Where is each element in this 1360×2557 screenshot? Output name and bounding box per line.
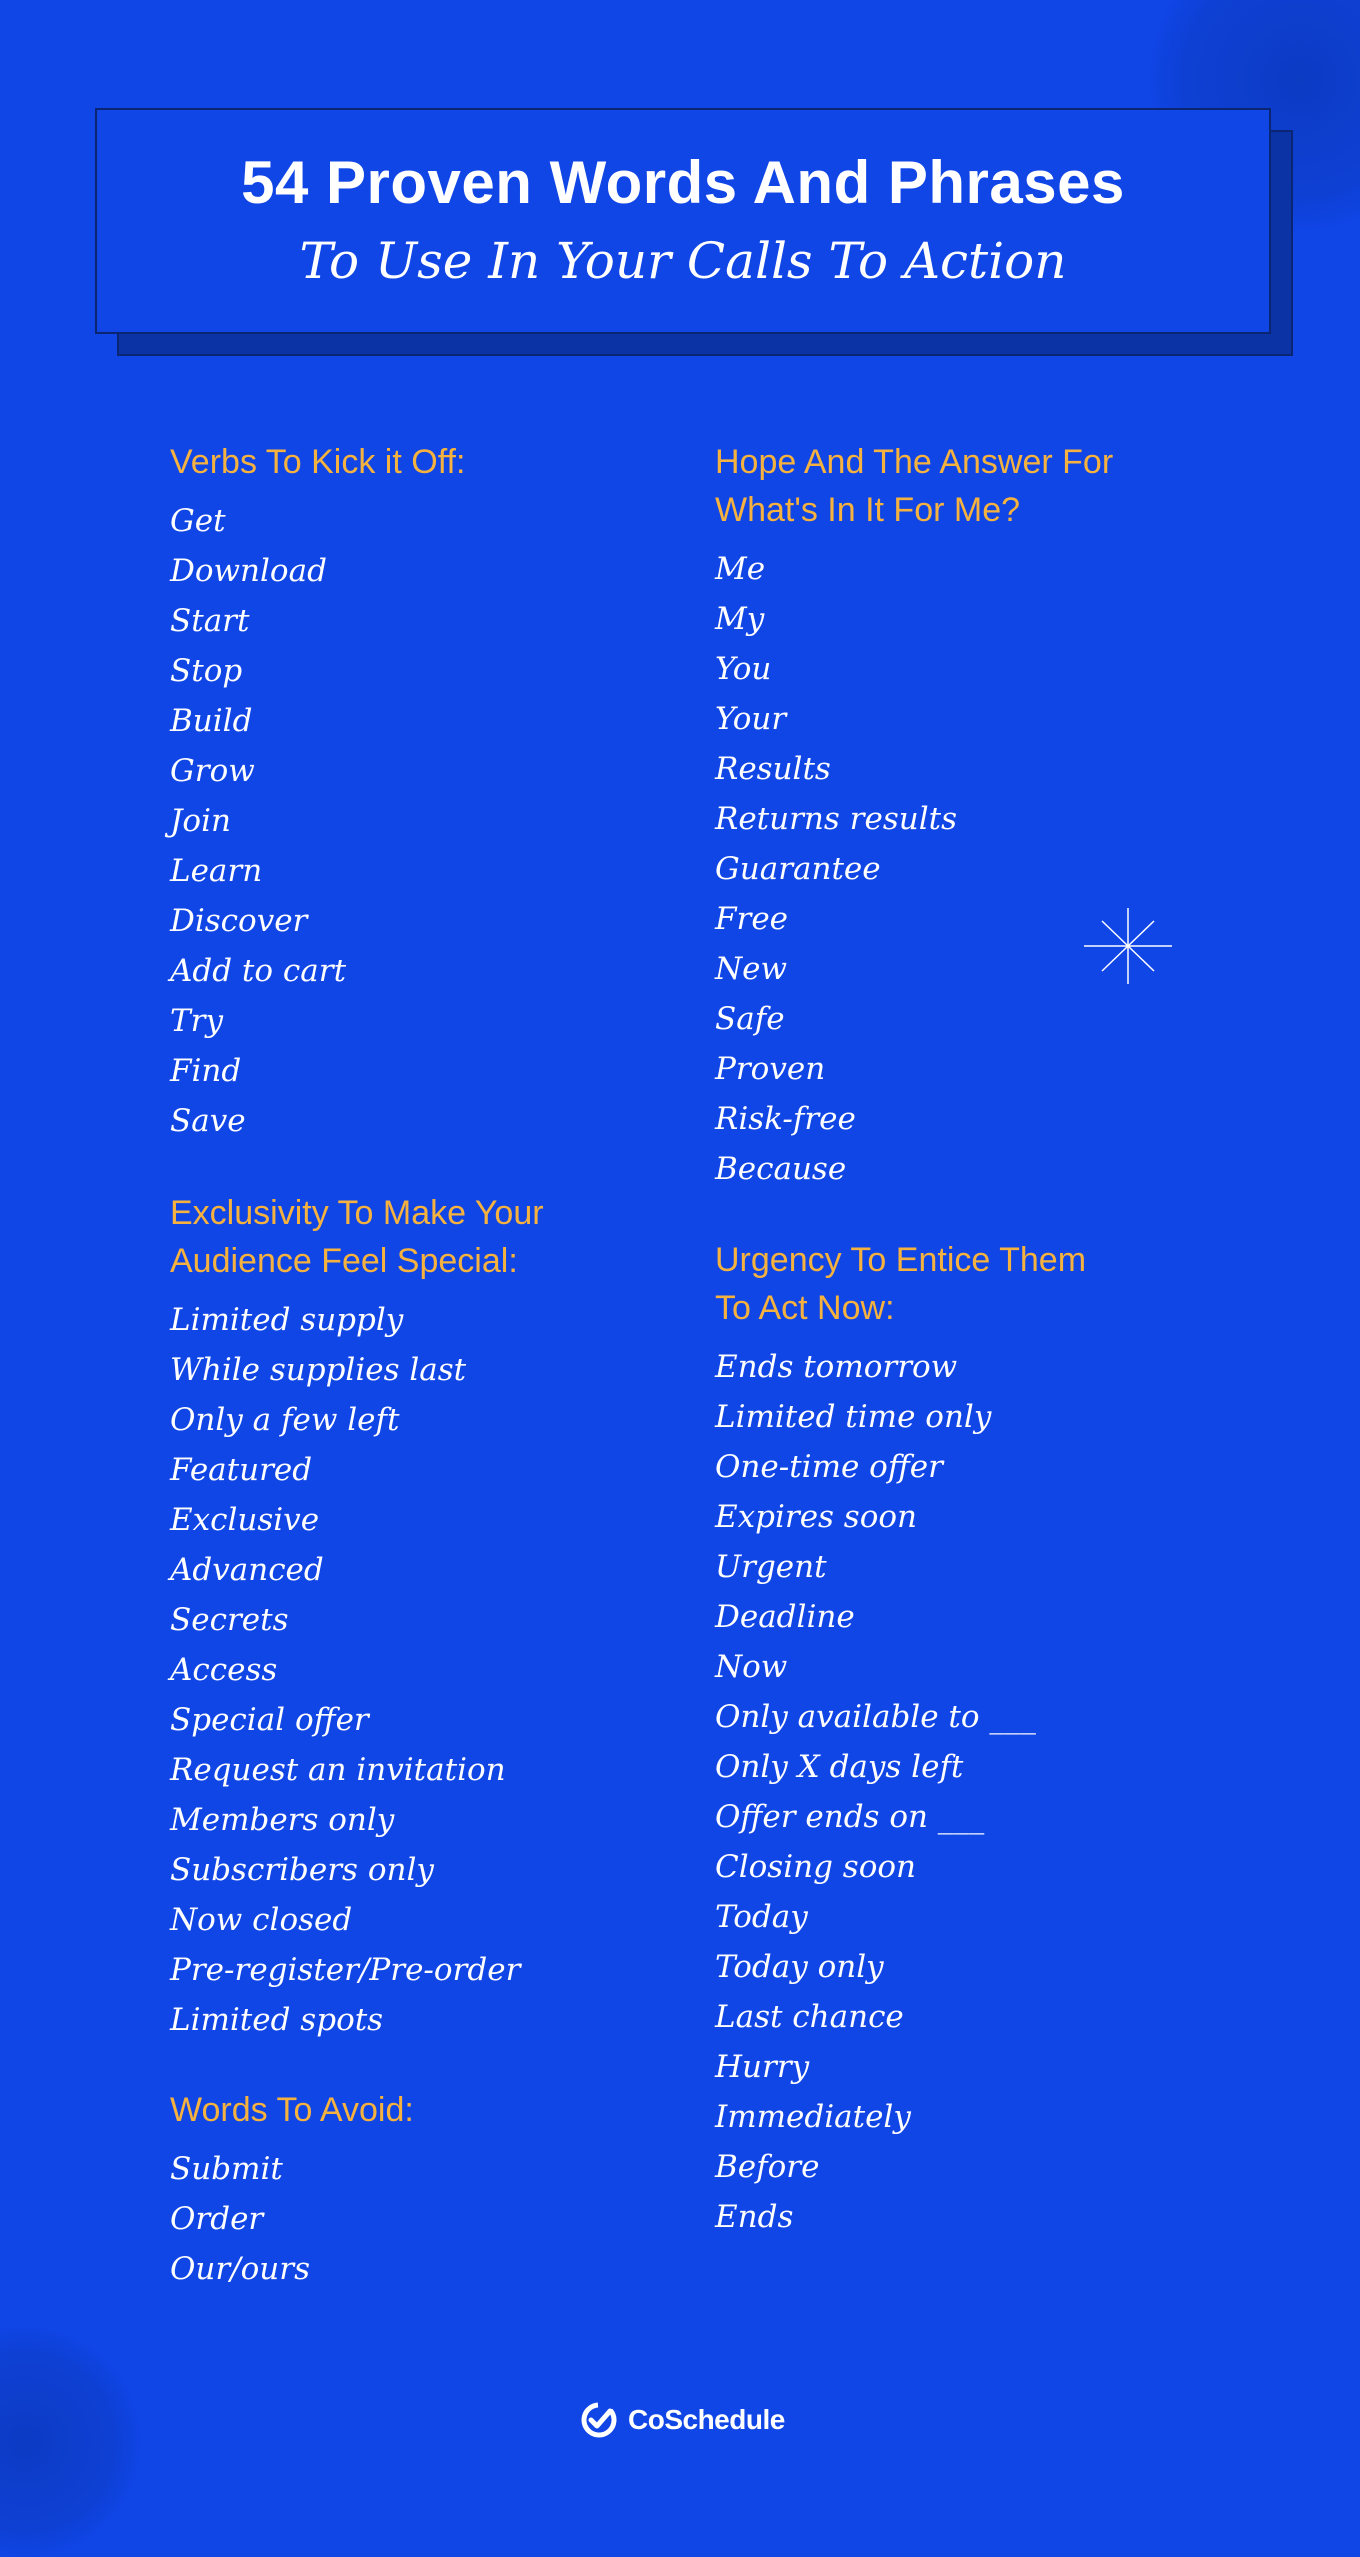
list-item: Discover: [170, 903, 308, 939]
list-item: Members only: [170, 1802, 395, 1838]
list-item: Start: [170, 603, 250, 639]
list-item: One-time offer: [715, 1449, 943, 1485]
list-item: Find: [170, 1053, 242, 1089]
section-heading-line: Audience Feel Special:: [170, 1242, 518, 1280]
list-item: Only X days left: [715, 1749, 964, 1785]
list-item: Add to cart: [170, 953, 347, 989]
section-heading-line: Hope And The Answer For: [715, 443, 1114, 481]
texture-blob-bottom: [0, 2327, 140, 2557]
list-item: Free: [715, 901, 789, 937]
list-item: Returns results: [715, 801, 957, 837]
list-item: Because: [715, 1151, 847, 1187]
list-item: Limited time only: [715, 1399, 992, 1435]
page-title: 54 Proven Words And Phrases: [241, 149, 1125, 216]
list-item: Exclusive: [170, 1502, 320, 1538]
list-item: Limited spots: [170, 2002, 384, 2038]
list-item: Safe: [715, 1001, 785, 1037]
list-item: Deadline: [715, 1599, 855, 1635]
list-item: Advanced: [170, 1552, 324, 1588]
list-item: Only a few left: [170, 1402, 400, 1438]
section-exclusivity: [170, 1189, 650, 2045]
list-item: Learn: [170, 853, 263, 889]
word-list: [715, 544, 1195, 1194]
list-item: Order: [170, 2201, 264, 2237]
list-item: Request an invitation: [170, 1752, 506, 1788]
list-item: Results: [715, 751, 831, 787]
section-heading: [170, 1189, 650, 1285]
section-heading-line: Urgency To Entice Them: [715, 1241, 1087, 1279]
title-box: [95, 108, 1271, 334]
list-item: Before: [715, 2149, 820, 2185]
sparkle-icon: [1082, 906, 1174, 986]
list-item: Limited supply: [170, 1302, 404, 1338]
coschedule-check-icon: [580, 2401, 618, 2439]
list-item: Join: [170, 803, 231, 839]
list-item: Your: [715, 701, 787, 737]
brand-name: CoSchedule: [628, 2404, 785, 2435]
word-list: [715, 1342, 1195, 2242]
section-heading-line: What's In It For Me?: [715, 491, 1021, 529]
word-list: [170, 2144, 650, 2294]
list-item: Ends: [715, 2199, 794, 2235]
list-item: Guarantee: [715, 851, 881, 887]
section-avoid: [170, 2086, 650, 2294]
list-item: While supplies last: [170, 1352, 467, 1388]
list-item: Expires soon: [715, 1499, 917, 1535]
list-item: Risk-free: [715, 1101, 856, 1137]
list-item: Now: [715, 1649, 788, 1685]
list-item: Access: [170, 1652, 278, 1688]
word-list: [170, 1295, 650, 2045]
list-item: Save: [170, 1103, 246, 1139]
list-item: Subscribers only: [170, 1852, 434, 1888]
list-item: Submit: [170, 2151, 283, 2187]
list-item: Featured: [170, 1452, 313, 1488]
list-item: Urgent: [715, 1549, 827, 1585]
section-hope: [715, 438, 1195, 1194]
list-item: Ends tomorrow: [715, 1349, 958, 1385]
list-item: Today only: [715, 1949, 884, 1985]
section-heading: [715, 1236, 1195, 1332]
word-list: [170, 496, 650, 1146]
list-item: Closing soon: [715, 1849, 916, 1885]
list-item: Secrets: [170, 1602, 289, 1638]
section-heading: Words To Avoid:: [170, 2091, 414, 2129]
list-item: Now closed: [170, 1902, 353, 1938]
list-item: Proven: [715, 1051, 826, 1087]
list-item: Offer ends on ___: [715, 1799, 985, 1835]
section-verbs: [170, 438, 650, 1146]
list-item: Only available to ___: [715, 1699, 1036, 1735]
list-item: Our/ours: [170, 2251, 310, 2287]
footer-brand: [580, 2400, 785, 2440]
list-item: Build: [170, 703, 253, 739]
list-item: Me: [715, 551, 766, 587]
list-item: Hurry: [715, 2049, 810, 2085]
list-item: Pre-register/Pre-order: [170, 1952, 521, 1988]
list-item: Last chance: [715, 1999, 904, 2035]
list-item: Immediately: [715, 2099, 911, 2135]
list-item: Stop: [170, 653, 243, 689]
list-item: Download: [170, 553, 327, 589]
section-heading: [715, 438, 1195, 534]
list-item: Try: [170, 1003, 224, 1039]
section-heading-line: Exclusivity To Make Your: [170, 1194, 544, 1232]
list-item: You: [715, 651, 772, 687]
list-item: My: [715, 601, 765, 637]
list-item: Get: [170, 503, 226, 539]
list-item: New: [715, 951, 788, 987]
list-item: Special offer: [170, 1702, 369, 1738]
list-item: Today: [715, 1899, 808, 1935]
list-item: Grow: [170, 753, 255, 789]
section-heading: Verbs To Kick it Off:: [170, 443, 466, 481]
section-urgency: [715, 1236, 1195, 2242]
section-heading-line: To Act Now:: [715, 1289, 895, 1327]
page-subtitle: To Use In Your Calls To Action: [299, 232, 1067, 290]
